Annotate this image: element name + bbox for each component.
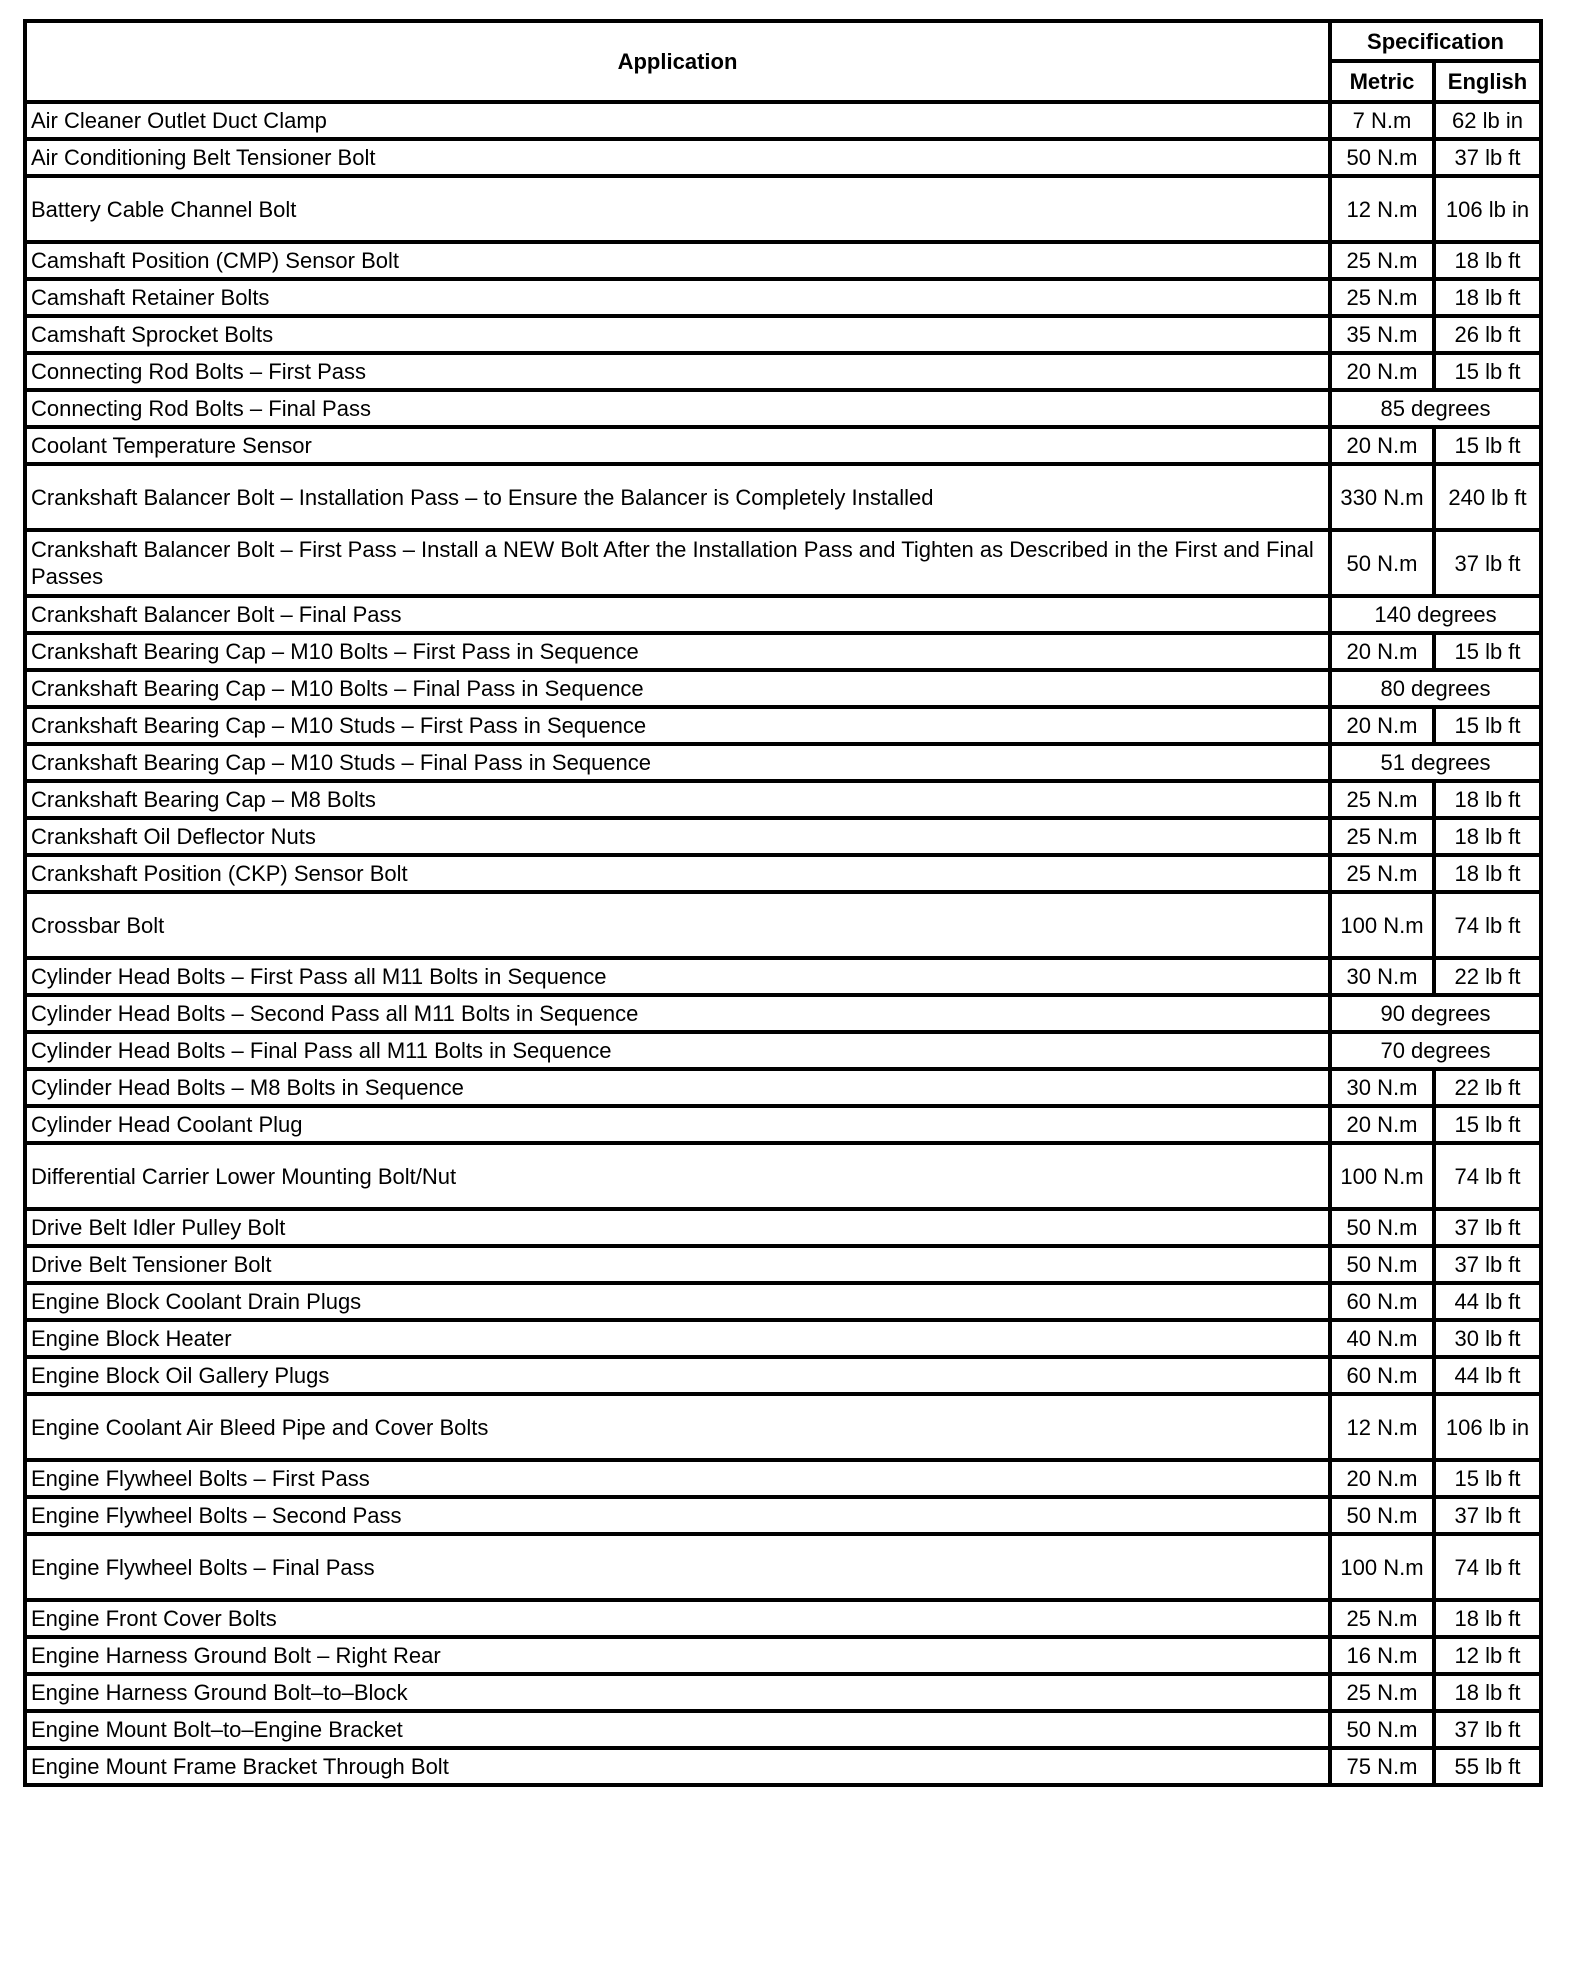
metric-cell: 16 N.m <box>1330 1637 1434 1674</box>
table-row <box>25 242 1541 279</box>
english-cell: 15 lb ft <box>1434 633 1541 670</box>
application-cell: Engine Flywheel Bolts – Final Pass <box>25 1534 1330 1600</box>
english-cell: 37 lb ft <box>1434 1246 1541 1283</box>
metric-cell: 100 N.m <box>1330 1534 1434 1600</box>
angle-spec-cell: 85 degrees <box>1330 390 1541 427</box>
metric-cell: 20 N.m <box>1330 353 1434 390</box>
english-cell: 22 lb ft <box>1434 958 1541 995</box>
table-row <box>25 1497 1541 1534</box>
application-cell: Crankshaft Bearing Cap – M8 Bolts <box>25 781 1330 818</box>
table-row <box>25 855 1541 892</box>
metric-cell: 20 N.m <box>1330 427 1434 464</box>
application-cell: Connecting Rod Bolts – Final Pass <box>25 390 1330 427</box>
english-cell: 18 lb ft <box>1434 1600 1541 1637</box>
metric-cell: 20 N.m <box>1330 707 1434 744</box>
table-row <box>25 1600 1541 1637</box>
english-cell: 18 lb ft <box>1434 855 1541 892</box>
metric-cell: 20 N.m <box>1330 1460 1434 1497</box>
application-cell: Crankshaft Bearing Cap – M10 Studs – First Pass in Sequence <box>25 707 1330 744</box>
english-cell: 62 lb in <box>1434 102 1541 139</box>
metric-cell: 12 N.m <box>1330 176 1434 242</box>
english-cell: 18 lb ft <box>1434 818 1541 855</box>
english-cell: 15 lb ft <box>1434 1460 1541 1497</box>
table-row <box>25 390 1541 427</box>
table-row <box>25 596 1541 633</box>
table-row <box>25 958 1541 995</box>
application-cell: Crankshaft Balancer Bolt – First Pass – Install a NEW Bolt After the Installation Pass and Tighten as Described in the First and Final Passes <box>25 530 1330 596</box>
english-cell: 74 lb ft <box>1434 1534 1541 1600</box>
english-cell: 15 lb ft <box>1434 1106 1541 1143</box>
metric-cell: 50 N.m <box>1330 1209 1434 1246</box>
english-cell: 37 lb ft <box>1434 1711 1541 1748</box>
application-cell: Cylinder Head Bolts – Second Pass all M11 Bolts in Sequence <box>25 995 1330 1032</box>
table-row <box>25 1032 1541 1069</box>
header-application: Application <box>25 21 1330 102</box>
table-row <box>25 427 1541 464</box>
english-cell: 18 lb ft <box>1434 781 1541 818</box>
application-cell: Cylinder Head Coolant Plug <box>25 1106 1330 1143</box>
table-row <box>25 892 1541 958</box>
header-metric: Metric <box>1330 61 1434 102</box>
metric-cell: 50 N.m <box>1330 1711 1434 1748</box>
application-cell: Crankshaft Bearing Cap – M10 Studs – Final Pass in Sequence <box>25 744 1330 781</box>
metric-cell: 100 N.m <box>1330 892 1434 958</box>
english-cell: 15 lb ft <box>1434 353 1541 390</box>
table-row <box>25 1711 1541 1748</box>
english-cell: 240 lb ft <box>1434 464 1541 530</box>
application-cell: Drive Belt Idler Pulley Bolt <box>25 1209 1330 1246</box>
english-cell: 106 lb in <box>1434 1394 1541 1460</box>
english-cell: 18 lb ft <box>1434 242 1541 279</box>
application-cell: Engine Block Heater <box>25 1320 1330 1357</box>
metric-cell: 25 N.m <box>1330 242 1434 279</box>
metric-cell: 50 N.m <box>1330 139 1434 176</box>
english-cell: 37 lb ft <box>1434 530 1541 596</box>
header-english: English <box>1434 61 1541 102</box>
table-row <box>25 1320 1541 1357</box>
application-cell: Crankshaft Balancer Bolt – Final Pass <box>25 596 1330 633</box>
metric-cell: 25 N.m <box>1330 818 1434 855</box>
application-cell: Crankshaft Position (CKP) Sensor Bolt <box>25 855 1330 892</box>
table-row <box>25 744 1541 781</box>
metric-cell: 30 N.m <box>1330 1069 1434 1106</box>
application-cell: Crankshaft Bearing Cap – M10 Bolts – Final Pass in Sequence <box>25 670 1330 707</box>
table-row <box>25 1357 1541 1394</box>
table-row <box>25 176 1541 242</box>
metric-cell: 60 N.m <box>1330 1357 1434 1394</box>
angle-spec-cell: 70 degrees <box>1330 1032 1541 1069</box>
application-cell: Cylinder Head Bolts – Final Pass all M11 Bolts in Sequence <box>25 1032 1330 1069</box>
metric-cell: 35 N.m <box>1330 316 1434 353</box>
english-cell: 55 lb ft <box>1434 1748 1541 1785</box>
english-cell: 106 lb in <box>1434 176 1541 242</box>
header-specification: Specification <box>1330 21 1541 61</box>
table-row <box>25 1394 1541 1460</box>
english-cell: 18 lb ft <box>1434 1674 1541 1711</box>
application-cell: Battery Cable Channel Bolt <box>25 176 1330 242</box>
table-row <box>25 1674 1541 1711</box>
metric-cell: 75 N.m <box>1330 1748 1434 1785</box>
english-cell: 44 lb ft <box>1434 1283 1541 1320</box>
angle-spec-cell: 140 degrees <box>1330 596 1541 633</box>
metric-cell: 12 N.m <box>1330 1394 1434 1460</box>
table-row <box>25 1246 1541 1283</box>
application-cell: Engine Flywheel Bolts – Second Pass <box>25 1497 1330 1534</box>
metric-cell: 50 N.m <box>1330 1246 1434 1283</box>
application-cell: Crossbar Bolt <box>25 892 1330 958</box>
table-row <box>25 1283 1541 1320</box>
metric-cell: 25 N.m <box>1330 855 1434 892</box>
application-cell: Crankshaft Bearing Cap – M10 Bolts – First Pass in Sequence <box>25 633 1330 670</box>
english-cell: 18 lb ft <box>1434 279 1541 316</box>
table-row <box>25 1069 1541 1106</box>
application-cell: Engine Harness Ground Bolt–to–Block <box>25 1674 1330 1711</box>
table-row <box>25 102 1541 139</box>
application-cell: Coolant Temperature Sensor <box>25 427 1330 464</box>
application-cell: Engine Mount Frame Bracket Through Bolt <box>25 1748 1330 1785</box>
english-cell: 15 lb ft <box>1434 707 1541 744</box>
application-cell: Air Conditioning Belt Tensioner Bolt <box>25 139 1330 176</box>
application-cell: Crankshaft Balancer Bolt – Installation Pass – to Ensure the Balancer is Completely Installed <box>25 464 1330 530</box>
metric-cell: 100 N.m <box>1330 1143 1434 1209</box>
table-row <box>25 1460 1541 1497</box>
english-cell: 74 lb ft <box>1434 1143 1541 1209</box>
table-row <box>25 633 1541 670</box>
english-cell: 37 lb ft <box>1434 139 1541 176</box>
application-cell: Crankshaft Oil Deflector Nuts <box>25 818 1330 855</box>
metric-cell: 25 N.m <box>1330 279 1434 316</box>
table-row <box>25 1106 1541 1143</box>
metric-cell: 7 N.m <box>1330 102 1434 139</box>
metric-cell: 330 N.m <box>1330 464 1434 530</box>
table-row <box>25 1637 1541 1674</box>
table-row <box>25 353 1541 390</box>
table-row <box>25 1209 1541 1246</box>
metric-cell: 25 N.m <box>1330 1600 1434 1637</box>
application-cell: Engine Harness Ground Bolt – Right Rear <box>25 1637 1330 1674</box>
english-cell: 15 lb ft <box>1434 427 1541 464</box>
angle-spec-cell: 90 degrees <box>1330 995 1541 1032</box>
application-cell: Drive Belt Tensioner Bolt <box>25 1246 1330 1283</box>
metric-cell: 60 N.m <box>1330 1283 1434 1320</box>
metric-cell: 20 N.m <box>1330 1106 1434 1143</box>
table-row <box>25 530 1541 596</box>
english-cell: 37 lb ft <box>1434 1497 1541 1534</box>
torque-specification-table <box>23 19 1543 1787</box>
metric-cell: 40 N.m <box>1330 1320 1434 1357</box>
english-cell: 30 lb ft <box>1434 1320 1541 1357</box>
table-row <box>25 995 1541 1032</box>
english-cell: 74 lb ft <box>1434 892 1541 958</box>
metric-cell: 30 N.m <box>1330 958 1434 995</box>
application-cell: Connecting Rod Bolts – First Pass <box>25 353 1330 390</box>
application-cell: Engine Mount Bolt–to–Engine Bracket <box>25 1711 1330 1748</box>
table-body <box>25 102 1541 1785</box>
table-row <box>25 818 1541 855</box>
table-row <box>25 1534 1541 1600</box>
table-header <box>25 21 1541 102</box>
table-row <box>25 464 1541 530</box>
metric-cell: 25 N.m <box>1330 781 1434 818</box>
table-row <box>25 139 1541 176</box>
application-cell: Camshaft Retainer Bolts <box>25 279 1330 316</box>
table-row <box>25 670 1541 707</box>
english-cell: 37 lb ft <box>1434 1209 1541 1246</box>
application-cell: Cylinder Head Bolts – M8 Bolts in Sequence <box>25 1069 1330 1106</box>
table-row <box>25 316 1541 353</box>
application-cell: Engine Front Cover Bolts <box>25 1600 1330 1637</box>
metric-cell: 25 N.m <box>1330 1674 1434 1711</box>
angle-spec-cell: 80 degrees <box>1330 670 1541 707</box>
english-cell: 12 lb ft <box>1434 1637 1541 1674</box>
table-row <box>25 781 1541 818</box>
english-cell: 22 lb ft <box>1434 1069 1541 1106</box>
table-row <box>25 1748 1541 1785</box>
metric-cell: 50 N.m <box>1330 1497 1434 1534</box>
metric-cell: 50 N.m <box>1330 530 1434 596</box>
application-cell: Differential Carrier Lower Mounting Bolt/Nut <box>25 1143 1330 1209</box>
application-cell: Cylinder Head Bolts – First Pass all M11 Bolts in Sequence <box>25 958 1330 995</box>
table-row <box>25 707 1541 744</box>
metric-cell: 20 N.m <box>1330 633 1434 670</box>
application-cell: Engine Coolant Air Bleed Pipe and Cover Bolts <box>25 1394 1330 1460</box>
english-cell: 26 lb ft <box>1434 316 1541 353</box>
application-cell: Engine Flywheel Bolts – First Pass <box>25 1460 1330 1497</box>
application-cell: Camshaft Position (CMP) Sensor Bolt <box>25 242 1330 279</box>
application-cell: Engine Block Coolant Drain Plugs <box>25 1283 1330 1320</box>
english-cell: 44 lb ft <box>1434 1357 1541 1394</box>
table-row <box>25 279 1541 316</box>
application-cell: Air Cleaner Outlet Duct Clamp <box>25 102 1330 139</box>
table-row <box>25 1143 1541 1209</box>
application-cell: Engine Block Oil Gallery Plugs <box>25 1357 1330 1394</box>
angle-spec-cell: 51 degrees <box>1330 744 1541 781</box>
application-cell: Camshaft Sprocket Bolts <box>25 316 1330 353</box>
